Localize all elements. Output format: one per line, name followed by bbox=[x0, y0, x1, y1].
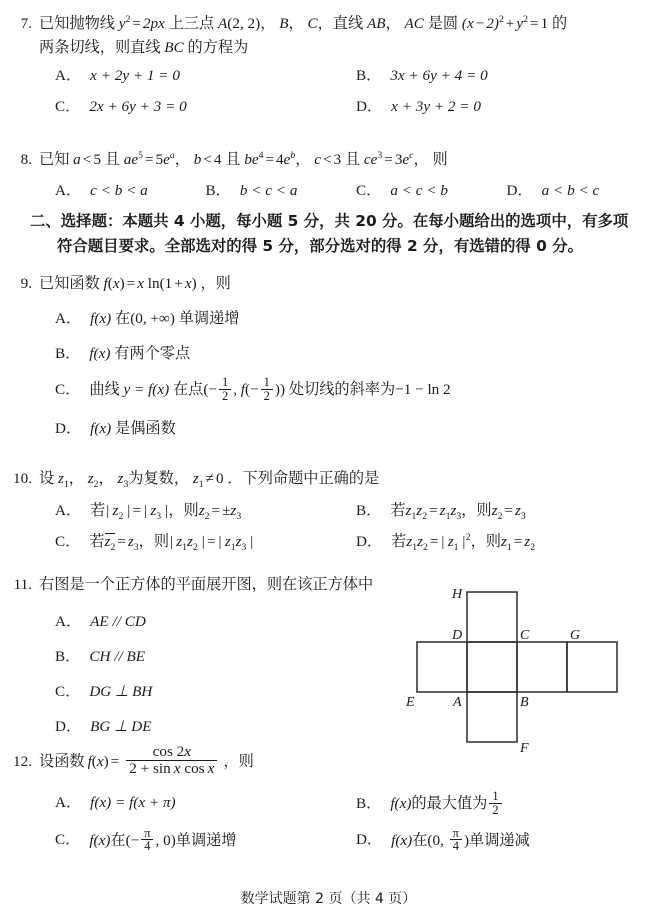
question-12-option-a[interactable] bbox=[55, 786, 356, 823]
q9-opt-c-eq: y = f(x) bbox=[123, 380, 170, 398]
question-9-stem bbox=[39, 272, 657, 296]
q10-opt-a-label: A． bbox=[55, 501, 82, 519]
q7-text-5: 的 bbox=[551, 14, 568, 32]
question-7-option-a[interactable] bbox=[55, 59, 356, 90]
q10-z2: $z_2$ bbox=[87, 470, 99, 491]
q12-opt-d-zai: 在 bbox=[412, 830, 428, 849]
q8-eq-c: $ce^3 = 3e^c$ bbox=[363, 149, 414, 168]
q10-opt-b-cond: $z_1z_2 = z_1z_3$ bbox=[405, 501, 462, 522]
q10-text-2: 为复数， bbox=[128, 469, 190, 487]
q8-comma-3: ， bbox=[413, 150, 429, 168]
q12-opt-b-frac-num: 1 bbox=[492, 788, 499, 803]
q8-text-1: 已知 bbox=[39, 150, 70, 168]
q8-text-2: 则 bbox=[432, 150, 448, 168]
q8-opt-d-label: D． bbox=[506, 181, 533, 199]
q8-and-2: 且 bbox=[225, 150, 241, 168]
cube-net-squares bbox=[417, 592, 617, 742]
question-7-stem-line-2 bbox=[0, 36, 657, 60]
question-11-number: 11. bbox=[13, 576, 32, 593]
q10-text-1: 设 bbox=[39, 469, 55, 487]
q9-opt-c-at: 在点 bbox=[172, 379, 204, 398]
q12-opt-b-label: B． bbox=[356, 794, 382, 812]
q8-cond-a: a < 5 bbox=[73, 151, 101, 168]
q10-opt-b-concl: $z_2 = z_3$ bbox=[491, 501, 526, 522]
q9-opt-a-interval: (0, +∞) bbox=[130, 309, 175, 327]
net-square-right-2 bbox=[567, 642, 617, 692]
question-7-options bbox=[0, 59, 657, 121]
q7-line-ab: AB bbox=[366, 15, 386, 32]
question-9-option-b[interactable] bbox=[55, 335, 657, 370]
q7-text-1: 已知抛物线 bbox=[39, 14, 115, 32]
q8-and-3: 且 bbox=[344, 150, 361, 168]
question-9-number: 9. bbox=[20, 275, 32, 292]
question-12-option-b[interactable] bbox=[356, 786, 657, 823]
q8-and-1: 且 bbox=[104, 150, 120, 168]
q10-opt-a-concl: $z_2 = \pm z_3$ bbox=[198, 501, 242, 522]
question-12-options bbox=[0, 778, 657, 860]
q9-opt-b-fx: f(x) bbox=[89, 344, 111, 362]
q12-opt-d-mono: 单调递减 bbox=[469, 830, 530, 849]
q8-cond-b: b < 4 bbox=[193, 151, 222, 168]
question-10-option-d[interactable] bbox=[356, 525, 657, 556]
question-8-stem bbox=[39, 148, 657, 172]
question-9-option-c[interactable] bbox=[55, 370, 657, 411]
vertex-label-a: A bbox=[453, 695, 462, 710]
question-7-number: 7. bbox=[20, 15, 32, 32]
vertex-label-h: H bbox=[452, 587, 463, 602]
q7-parabola-equation: $y^2 = 2px$ bbox=[118, 13, 165, 32]
q9-opt-a-label: A． bbox=[55, 309, 82, 327]
q10-opt-c-concl: | $z_1z_2$ | = | $z_1z_3$ | bbox=[169, 532, 254, 553]
q10-opt-d-cond: $z_1z_2$ = | $z_1$ $|^2$ bbox=[406, 531, 471, 553]
q9-opt-d-label: D． bbox=[55, 420, 82, 438]
q12-opt-c-zai: 在 bbox=[110, 830, 126, 849]
question-8-option-c[interactable] bbox=[356, 179, 507, 200]
q10-opt-c-ruo: 若 bbox=[89, 531, 105, 550]
q7-opt-c-text: 2x + 6y + 3 = 0 bbox=[89, 98, 187, 116]
q12-opt-c-close: , 0) bbox=[155, 831, 176, 849]
net-square-left bbox=[417, 642, 467, 692]
question-8-option-d[interactable] bbox=[507, 179, 657, 200]
q12-frac-numerator: cos 2x bbox=[152, 742, 191, 760]
q12-opt-d-frac-num: π bbox=[452, 825, 459, 840]
vertex-label-b: B bbox=[520, 695, 529, 710]
q12-opt-c-frac-num: π bbox=[144, 825, 151, 840]
q12-opt-a-label: A． bbox=[55, 793, 82, 811]
question-12-option-c[interactable] bbox=[55, 823, 356, 860]
q12-text-1: 设函数 bbox=[39, 751, 85, 770]
q12-opt-d-fraction bbox=[450, 827, 462, 854]
q12-opt-d-open: (0, bbox=[427, 831, 448, 849]
q7-text-2: 上三点 bbox=[168, 14, 215, 32]
q12-opt-b-frac-den: 2 bbox=[489, 803, 501, 817]
q7-comma-3: ， bbox=[385, 14, 401, 32]
q8-opt-a-label: A． bbox=[55, 181, 82, 199]
page-footer: 数学试题第 2 页（共 4 页） bbox=[240, 891, 417, 907]
net-square-right-1 bbox=[517, 642, 567, 692]
q10-opt-b-sep: ，则 bbox=[461, 500, 492, 519]
q7-text-7: 的方程为 bbox=[187, 37, 249, 56]
section-two-heading bbox=[0, 209, 657, 259]
q9-opt-c-curve: 曲线 bbox=[89, 379, 120, 398]
question-12-option-d[interactable] bbox=[356, 823, 657, 860]
question-9-option-a[interactable] bbox=[55, 300, 657, 335]
q10-opt-c-cond: $z_2 = z_3$ bbox=[104, 532, 139, 553]
question-7-option-b[interactable] bbox=[356, 59, 657, 90]
q7-text-3: ，直线 bbox=[317, 14, 364, 32]
q12-opt-c-label: C． bbox=[55, 831, 81, 849]
q10-opt-c-label: C． bbox=[55, 532, 81, 550]
vertex-label-d: D bbox=[452, 628, 463, 643]
q8-opt-a-text: c < b < a bbox=[90, 181, 148, 199]
cube-net-labels bbox=[405, 587, 580, 756]
question-9 bbox=[0, 272, 657, 445]
q9-opt-a-fx: f(x) bbox=[90, 309, 112, 327]
question-10-option-b[interactable] bbox=[356, 494, 657, 525]
q10-comma-2: ， bbox=[98, 469, 114, 487]
q8-opt-b-text: b < c < a bbox=[239, 181, 298, 199]
question-8-option-b[interactable] bbox=[206, 179, 357, 200]
q10-opt-c-sep: ，则 bbox=[138, 531, 170, 550]
q8-eq-b: $be^4 = 4e^b$ bbox=[244, 149, 296, 168]
q7-opt-a-label: A． bbox=[55, 67, 82, 85]
q10-opt-b-label: B． bbox=[356, 501, 382, 519]
q11-opt-a-label: A． bbox=[55, 612, 82, 630]
vertex-label-c: C bbox=[520, 628, 530, 643]
q7-opt-d-label: D． bbox=[356, 98, 383, 116]
q8-opt-d-text: a < b < c bbox=[541, 181, 600, 199]
q8-opt-c-label: C． bbox=[356, 181, 382, 199]
q9-opt-b-label: B． bbox=[55, 344, 81, 362]
question-8-option-a[interactable] bbox=[55, 179, 206, 200]
question-10-option-c[interactable] bbox=[55, 525, 356, 556]
q8-cond-c: c < 3 bbox=[314, 151, 342, 168]
q12-opt-d-label: D． bbox=[356, 831, 383, 849]
q7-opt-b-text: 3x + 6y + 4 = 0 bbox=[390, 67, 488, 85]
net-square-center bbox=[467, 642, 517, 692]
q8-eq-a: $ae^5 = 5e^a$ bbox=[123, 149, 175, 168]
question-7 bbox=[0, 12, 657, 121]
vertex-label-e: E bbox=[406, 695, 415, 710]
question-8 bbox=[0, 148, 657, 200]
q11-opt-a-text: AE // CD bbox=[90, 612, 146, 630]
q7-opt-c-label: C． bbox=[55, 98, 81, 116]
q11-opt-d-text: BG ⊥ DE bbox=[90, 717, 152, 735]
question-10 bbox=[0, 467, 657, 556]
q10-opt-d-ruo: 若 bbox=[391, 531, 407, 550]
q8-comma-1: ， bbox=[174, 150, 190, 168]
q12-opt-c-fraction bbox=[141, 827, 153, 854]
q12-opt-b-fraction bbox=[489, 790, 501, 817]
q10-opt-b-ruo: 若 bbox=[390, 500, 406, 519]
q11-opt-b-text: CH // BE bbox=[89, 647, 146, 665]
q7-line-bc: BC bbox=[164, 38, 184, 56]
cube-net-figure bbox=[400, 574, 640, 759]
q10-comma-1: ， bbox=[68, 469, 84, 487]
question-12-number: 12. bbox=[13, 752, 32, 770]
q9-text-2: ，则 bbox=[200, 274, 231, 292]
q7-text-6: 两条切线，则直线 bbox=[39, 37, 161, 56]
q12-frac-denominator: 2 + sin x cos x bbox=[126, 760, 217, 777]
question-9-option-d[interactable] bbox=[55, 410, 657, 445]
question-9-options bbox=[0, 296, 657, 446]
question-7-stem-line-1 bbox=[39, 12, 657, 36]
q7-opt-d-text: x + 3y + 2 = 0 bbox=[391, 98, 481, 116]
q10-z1: $z_1$ bbox=[57, 470, 69, 491]
q7-comma-1: ， bbox=[260, 14, 276, 32]
q9-opt-a-mono: 单调递增 bbox=[178, 308, 240, 327]
question-11-stem: 右图是一个正方体的平面展开图，则在该正方体中 bbox=[39, 575, 374, 593]
vertex-label-f: F bbox=[520, 741, 529, 756]
q7-opt-b-label: B． bbox=[356, 67, 382, 85]
q12-opt-d-close: ) bbox=[463, 831, 470, 849]
q7-comma-2: ， bbox=[288, 14, 304, 32]
q12-fraction bbox=[126, 744, 217, 777]
question-12-stem bbox=[39, 742, 657, 778]
q9-opt-b-text: 有两个零点 bbox=[114, 343, 191, 362]
q7-point-b: B bbox=[279, 15, 289, 32]
cube-net-svg bbox=[400, 574, 640, 759]
q9-opt-c-slope-text: 处切线的斜率为 bbox=[288, 379, 396, 398]
q10-cond: $z_1 \ne 0$ bbox=[192, 470, 224, 491]
question-10-stem bbox=[39, 467, 657, 491]
q7-point-a: A(2, 2) bbox=[218, 15, 261, 32]
q10-opt-a-ruo: 若 bbox=[90, 500, 106, 519]
q10-z3: $z_3$ bbox=[117, 470, 129, 491]
question-7-option-d[interactable] bbox=[356, 90, 657, 121]
question-7-option-c[interactable] bbox=[55, 90, 356, 121]
question-12 bbox=[0, 742, 657, 859]
q10-opt-a-cond: | $z_2$ | = | $z_3$ | bbox=[105, 501, 169, 522]
q12-text-2: ，则 bbox=[223, 751, 254, 770]
q12-opt-b-fx: f(x) bbox=[390, 794, 412, 812]
q12-opt-d-fx: f(x) bbox=[391, 831, 413, 849]
section-two-line-1: 二、选择题：本题共 4 小题，每小题 5 分，共 20 分。在每小题给出的选项中，有多项 bbox=[30, 212, 629, 230]
q11-opt-c-label: C． bbox=[55, 682, 81, 700]
net-square-top bbox=[467, 592, 517, 642]
q9-opt-d-text: 是偶函数 bbox=[115, 419, 176, 438]
question-8-number: 8. bbox=[20, 151, 32, 168]
q11-opt-d-label: D． bbox=[55, 717, 82, 735]
q11-opt-c-text: DG ⊥ BH bbox=[89, 682, 153, 700]
q12-opt-b-text: 的最大值为 bbox=[411, 793, 488, 812]
q12-fx-lhs: f(x) = bbox=[87, 752, 120, 770]
net-square-bottom bbox=[467, 692, 517, 742]
q12-opt-d-frac-den: 4 bbox=[450, 839, 462, 853]
q8-comma-2: ， bbox=[295, 150, 311, 168]
q9-opt-c-slope-value: −1 − ln 2 bbox=[395, 380, 451, 398]
q8-opt-c-text: a < c < b bbox=[390, 181, 448, 199]
q9-function: f(x) = x ln(1 + x) bbox=[103, 275, 197, 292]
q12-opt-c-fx: f(x) bbox=[89, 831, 111, 849]
q11-opt-b-label: B． bbox=[55, 647, 81, 665]
q9-text-1: 已知函数 bbox=[39, 274, 100, 292]
q7-line-ac: AC bbox=[404, 15, 424, 32]
q9-opt-d-fx: f(x) bbox=[90, 420, 112, 438]
question-10-options bbox=[0, 491, 657, 556]
vertex-label-g: G bbox=[570, 628, 581, 643]
question-10-option-a[interactable] bbox=[55, 494, 356, 525]
q12-opt-c-frac-den: 4 bbox=[141, 839, 153, 853]
q12-opt-a-text: f(x) = f(x + π) bbox=[90, 793, 176, 811]
q10-text-3: ．下列命题中正确的是 bbox=[227, 469, 380, 487]
q10-opt-a-sep: ，则 bbox=[168, 500, 199, 519]
q10-opt-d-concl: $z_1 = z_2$ bbox=[500, 532, 536, 553]
q7-circle-equation: $(x - 2)^2 + y^2 = 1$ bbox=[461, 13, 549, 32]
q7-text-4: 是圆 bbox=[427, 14, 459, 32]
q10-opt-d-label: D． bbox=[356, 532, 383, 550]
q9-opt-c-point: (− $\frac{1}{2}$ , f(− $\frac{1}{2}$ )) bbox=[203, 374, 286, 403]
q9-opt-c-label: C． bbox=[55, 380, 81, 398]
question-10-number: 10. bbox=[13, 470, 32, 487]
question-8-options bbox=[0, 172, 657, 200]
section-two-line-2: 符合题目要求。全部选对的得 5 分，部分选对的得 2 分，有选错的得 0 分。 bbox=[57, 236, 583, 255]
q10-opt-d-sep: ，则 bbox=[470, 531, 501, 550]
q12-opt-c-mono: 单调递增 bbox=[175, 830, 237, 849]
q8-opt-b-label: B． bbox=[205, 181, 231, 199]
q9-opt-a-zai: 在 bbox=[115, 308, 131, 327]
q12-opt-c-open: (− bbox=[125, 831, 140, 849]
q7-opt-a-text: x + 2y + 1 = 0 bbox=[90, 67, 180, 85]
q7-point-c: C bbox=[307, 15, 318, 32]
